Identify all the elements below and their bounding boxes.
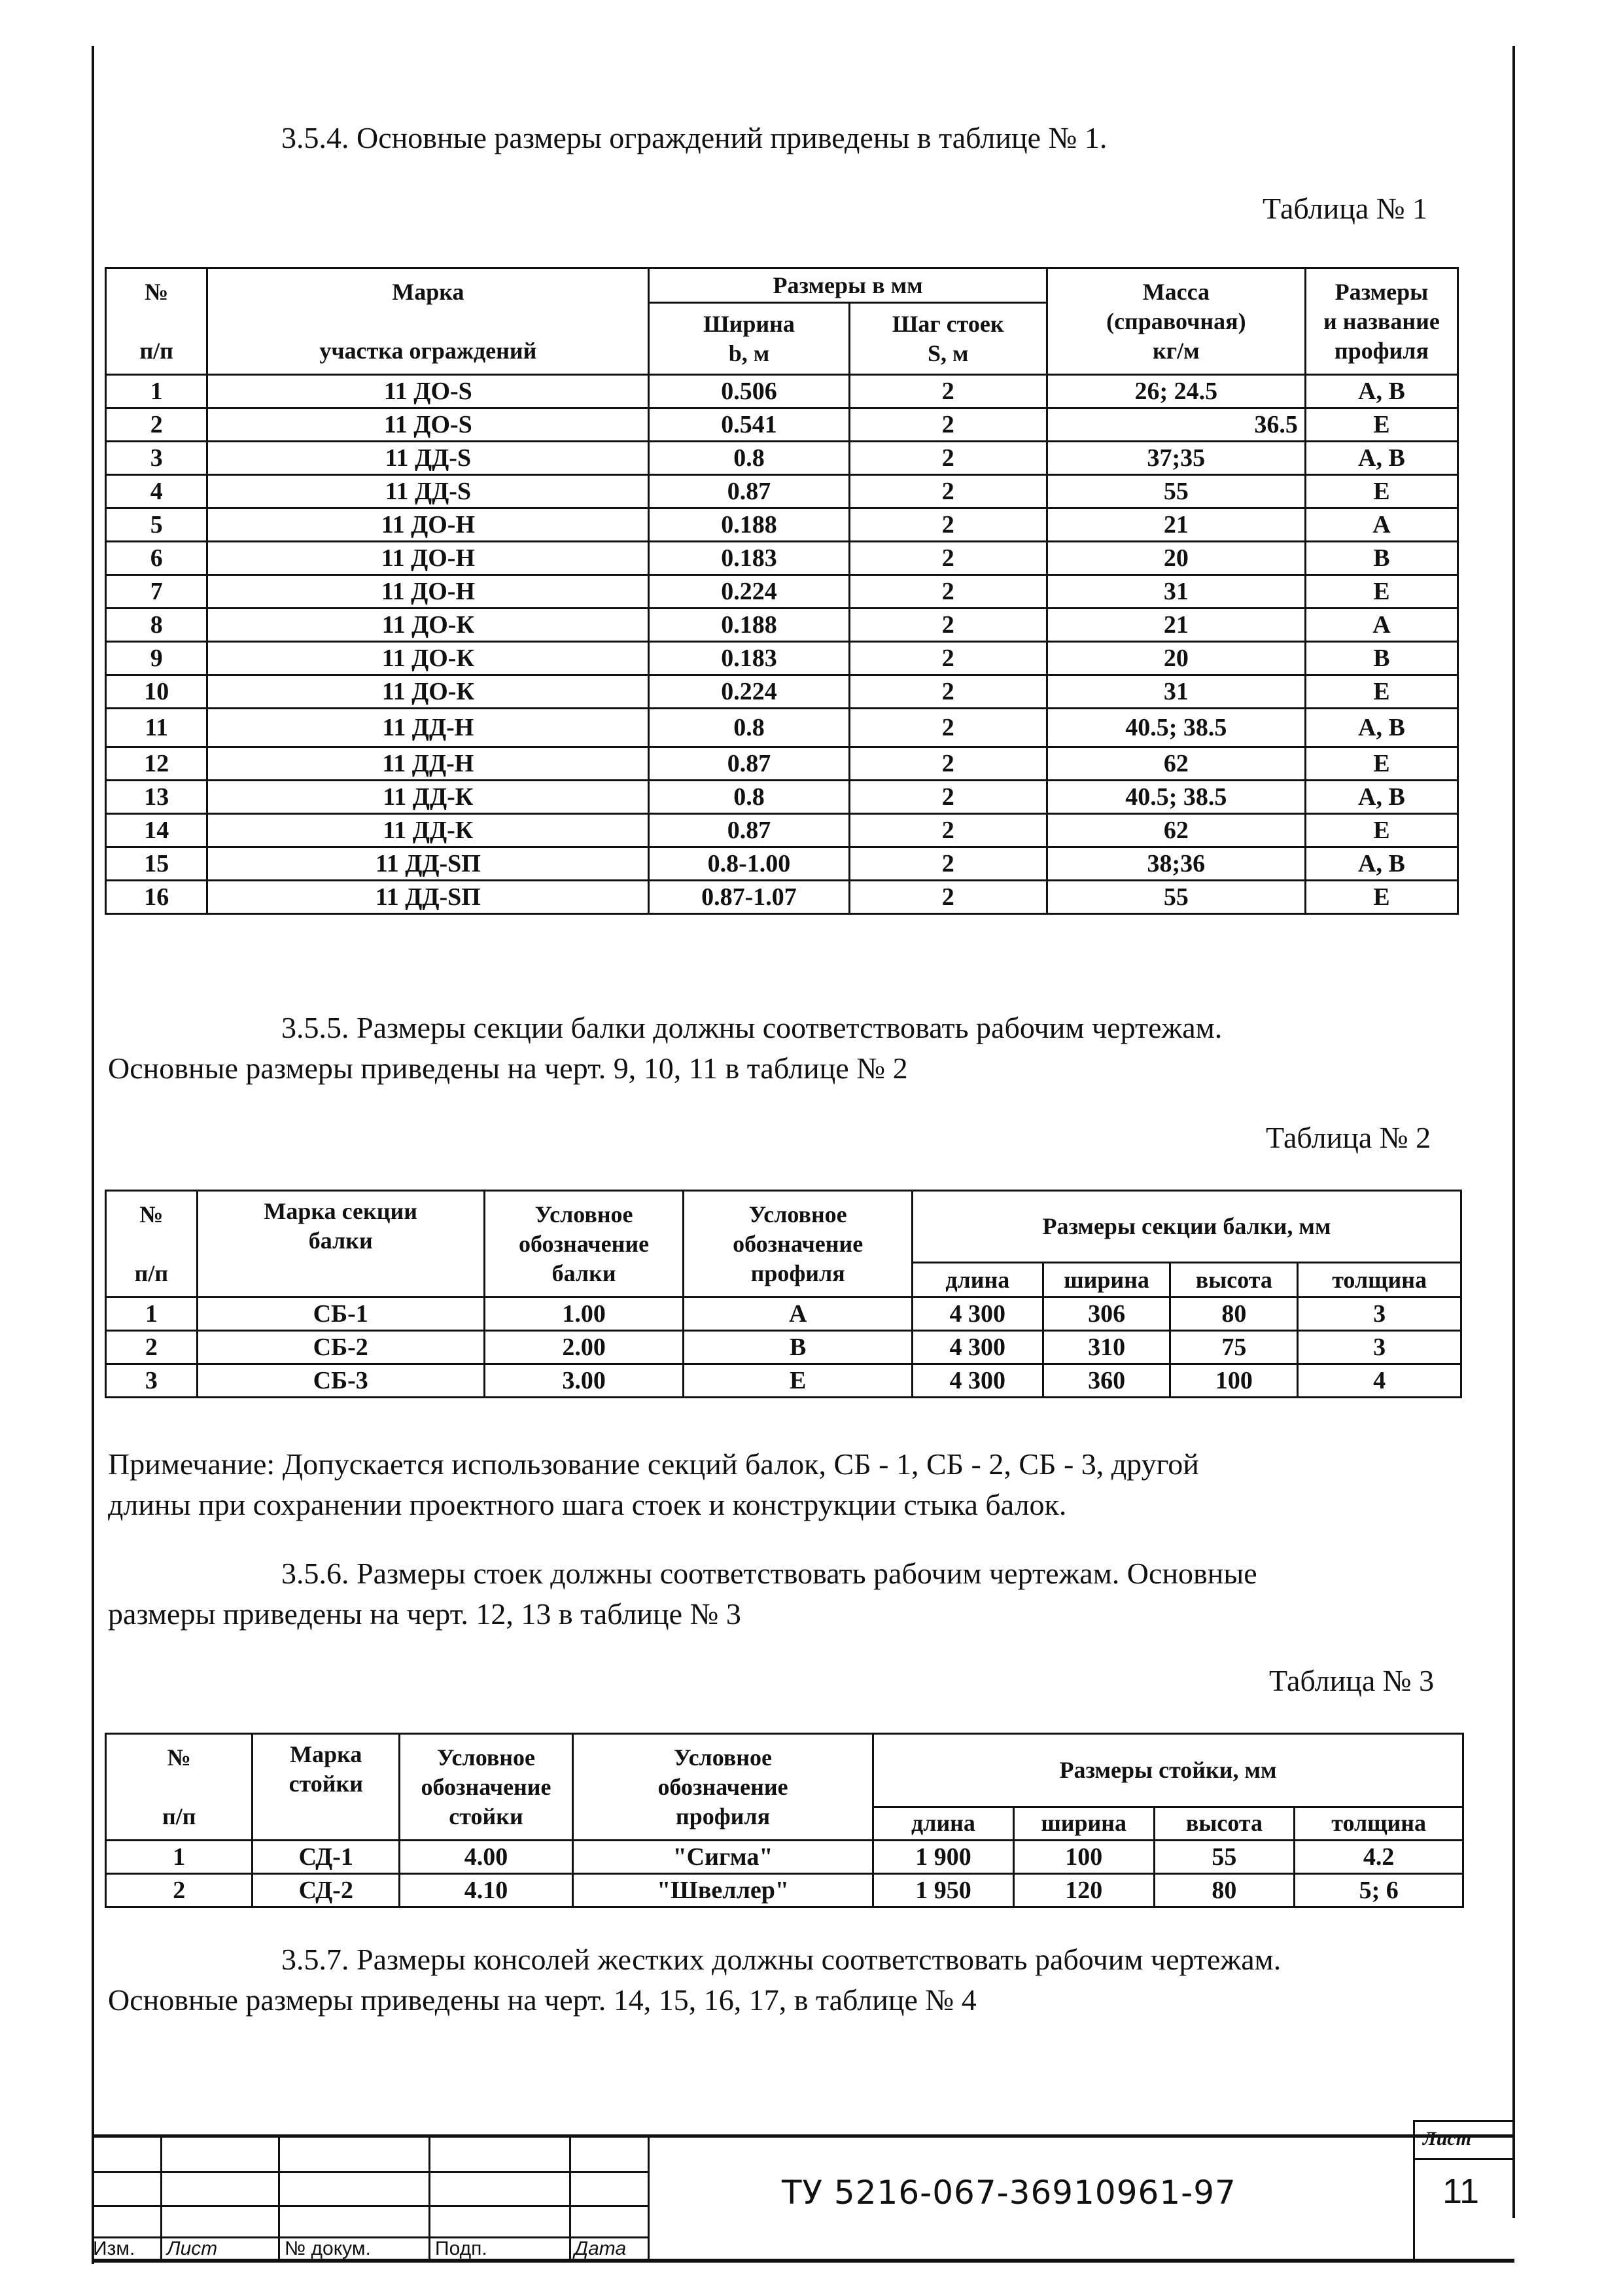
table-3-caption: Таблица № 3 — [1269, 1664, 1435, 1697]
t1-header-step: Шаг стоек S, м — [849, 303, 1047, 375]
cell: 4 — [1298, 1364, 1461, 1398]
title-block-col-rule — [428, 2134, 430, 2262]
title-block-sheet-col-label: Лист — [167, 2238, 218, 2259]
cell: 20 — [1047, 642, 1305, 675]
cell: 4 300 — [912, 1298, 1043, 1331]
table-row — [106, 781, 1458, 814]
cell: 38;36 — [1047, 847, 1305, 881]
section-3-5-5-line-2: Основные размеры приведены на черт. 9, 10, 11 в таблице № 2 — [108, 1051, 908, 1085]
table-row — [106, 675, 1458, 709]
cell: 2.00 — [484, 1331, 684, 1364]
cell: 13 — [106, 781, 207, 814]
cell: 37;35 — [1047, 442, 1305, 475]
table-row — [106, 1364, 1461, 1398]
cell: 3 — [1298, 1331, 1461, 1364]
cell: 100 — [1170, 1364, 1298, 1398]
title-block-col-rule — [569, 2134, 571, 2262]
title-block-row-rule-1 — [92, 2171, 648, 2173]
cell: СБ-2 — [197, 1331, 484, 1364]
title-block-change-label: Изм. — [93, 2238, 135, 2259]
cell: 2 — [849, 408, 1047, 442]
table-3 — [105, 1733, 1464, 1908]
sheet-label: Лист — [1423, 2128, 1471, 2149]
cell: 2 — [849, 442, 1047, 475]
cell: 0.87-1.07 — [649, 881, 849, 914]
table-row — [106, 609, 1458, 642]
cell: 306 — [1043, 1298, 1170, 1331]
cell: 0.224 — [649, 575, 849, 609]
cell: 1 900 — [873, 1841, 1014, 1874]
cell: 2 — [849, 709, 1047, 747]
cell: 11 — [106, 709, 207, 747]
t3-header-length: длина — [873, 1807, 1014, 1840]
cell: А — [1305, 508, 1457, 542]
cell: 11 ДО-Н — [207, 542, 649, 575]
cell: 2 — [849, 881, 1047, 914]
cell: А, В — [1305, 781, 1457, 814]
table-1 — [105, 267, 1459, 915]
cell: Е — [1305, 475, 1457, 508]
cell: 11 ДД-SП — [207, 881, 649, 914]
table-row — [106, 1298, 1461, 1331]
t1-header-profile: Размеры и название профиля — [1305, 268, 1457, 375]
t3-header-post-code: Условное обозначение стойки — [400, 1734, 573, 1841]
section-3-5-6-line-2: размеры приведены на черт. 12, 13 в таблице № 3 — [108, 1597, 741, 1631]
t2-header-dimensions: Размеры секции балки, мм — [912, 1191, 1461, 1263]
cell: 1.00 — [484, 1298, 684, 1331]
cell: 11 ДО-К — [207, 642, 649, 675]
cell: 2 — [849, 475, 1047, 508]
cell: 2 — [849, 375, 1047, 408]
t1-header-number: № п/п — [106, 268, 207, 375]
cell: 0.183 — [649, 642, 849, 675]
table-row — [106, 475, 1458, 508]
cell: А — [684, 1298, 913, 1331]
note-line-2: длины при сохранении проектного шага стоек и конструкции стыка балок. — [108, 1488, 1067, 1521]
cell: 62 — [1047, 747, 1305, 781]
cell: 4 300 — [912, 1331, 1043, 1364]
cell: 360 — [1043, 1364, 1170, 1398]
t1-header-dimensions: Размеры в мм — [649, 268, 1047, 303]
cell: 11 ДД-К — [207, 814, 649, 847]
cell: 100 — [1013, 1841, 1154, 1874]
cell: Е — [1305, 814, 1457, 847]
t3-header-height: высота — [1154, 1807, 1295, 1840]
cell: "Швеллер" — [572, 1874, 873, 1907]
cell: 0.506 — [649, 375, 849, 408]
cell: 11 ДО-Н — [207, 508, 649, 542]
cell: 6 — [106, 542, 207, 575]
t3-header-number: № п/п — [106, 1734, 253, 1841]
title-block-col-rule — [160, 2134, 162, 2262]
table-row — [106, 375, 1458, 408]
cell: 1 950 — [873, 1874, 1014, 1907]
cell: Е — [684, 1364, 913, 1398]
cell: Е — [1305, 881, 1457, 914]
cell: 11 ДД-К — [207, 781, 649, 814]
section-3-5-6-line-1: 3.5.6. Размеры стоек должны соответствовать рабочим чертежам. Основные — [281, 1557, 1257, 1590]
t2-header-height: высота — [1170, 1263, 1298, 1298]
t2-header-number: № п/п — [106, 1191, 198, 1298]
cell: 55 — [1047, 475, 1305, 508]
table-row — [106, 1841, 1463, 1874]
cell: 11 ДО-К — [207, 609, 649, 642]
cell: 1 — [106, 1841, 253, 1874]
table-row — [106, 881, 1458, 914]
title-block-sign-label: Подп. — [435, 2238, 487, 2259]
cell: 3 — [106, 442, 207, 475]
cell: СБ-1 — [197, 1298, 484, 1331]
cell: 11 ДД-Н — [207, 709, 649, 747]
title-block-sheet-top-rule — [1413, 2120, 1514, 2122]
cell: 0.8 — [649, 781, 849, 814]
page-frame-right-border — [1512, 46, 1515, 2218]
cell: 55 — [1047, 881, 1305, 914]
cell: 3 — [106, 1364, 198, 1398]
cell: А, В — [1305, 709, 1457, 747]
cell: 0.8 — [649, 709, 849, 747]
cell: 55 — [1154, 1841, 1295, 1874]
t2-header-beam-code: Условное обозначение балки — [484, 1191, 684, 1298]
table-row — [106, 575, 1458, 609]
t2-header-profile-code: Условное обозначение профиля — [684, 1191, 913, 1298]
cell: А, В — [1305, 442, 1457, 475]
section-3-5-5-line-1: 3.5.5. Размеры секции балки должны соответствовать рабочим чертежам. — [281, 1011, 1223, 1044]
cell: В — [684, 1331, 913, 1364]
cell: 4 — [106, 475, 207, 508]
table-2-caption: Таблица № 2 — [1266, 1121, 1431, 1154]
cell: 11 ДД-S — [207, 475, 649, 508]
t1-header-width: Ширина b, м — [649, 303, 849, 375]
table-row — [106, 508, 1458, 542]
cell: 0.541 — [649, 408, 849, 442]
table-row — [106, 747, 1458, 781]
t3-header-mark: Марка стойки — [253, 1734, 400, 1841]
cell: 80 — [1170, 1298, 1298, 1331]
cell: 21 — [1047, 609, 1305, 642]
cell: 8 — [106, 609, 207, 642]
cell: 1 — [106, 1298, 198, 1331]
cell: 120 — [1013, 1874, 1154, 1907]
t2-header-width: ширина — [1043, 1263, 1170, 1298]
cell: 4.2 — [1295, 1841, 1463, 1874]
cell: А, В — [1305, 375, 1457, 408]
cell: 31 — [1047, 575, 1305, 609]
cell: 2 — [849, 747, 1047, 781]
cell: 5; 6 — [1295, 1874, 1463, 1907]
table-row — [106, 442, 1458, 475]
cell: Е — [1305, 675, 1457, 709]
cell: 2 — [849, 642, 1047, 675]
t2-header-mark: Марка секции балки — [197, 1191, 484, 1298]
cell: 16 — [106, 881, 207, 914]
cell: 0.188 — [649, 508, 849, 542]
cell: 2 — [849, 609, 1047, 642]
cell: 2 — [849, 675, 1047, 709]
table-row — [106, 1331, 1461, 1364]
table-row — [106, 408, 1458, 442]
cell: 11 ДД-Н — [207, 747, 649, 781]
table-row — [106, 814, 1458, 847]
cell: 2 — [106, 1874, 253, 1907]
cell: 31 — [1047, 675, 1305, 709]
title-block-doc-label: № докум. — [285, 2238, 371, 2259]
cell: 7 — [106, 575, 207, 609]
t2-header-length: длина — [912, 1263, 1043, 1298]
cell: 40.5; 38.5 — [1047, 709, 1305, 747]
cell: 21 — [1047, 508, 1305, 542]
title-block-date-label: Дата — [574, 2238, 627, 2259]
cell: 3.00 — [484, 1364, 684, 1398]
cell: 2 — [106, 1331, 198, 1364]
cell: 12 — [106, 747, 207, 781]
t3-header-width: ширина — [1013, 1807, 1154, 1840]
title-block-col-rule — [278, 2134, 280, 2262]
cell: 2 — [849, 781, 1047, 814]
cell: 4.00 — [400, 1841, 573, 1874]
cell: 80 — [1154, 1874, 1295, 1907]
cell: 20 — [1047, 542, 1305, 575]
cell: СД-2 — [253, 1874, 400, 1907]
cell: "Сигма" — [572, 1841, 873, 1874]
title-block-sheet-rule — [1413, 2158, 1514, 2160]
cell: 0.87 — [649, 747, 849, 781]
table-1-caption: Таблица № 1 — [1263, 192, 1428, 225]
cell: 11 ДД-SП — [207, 847, 649, 881]
cell: 2 — [849, 542, 1047, 575]
cell: А — [1305, 609, 1457, 642]
sheet-number: 11 — [1442, 2172, 1480, 2211]
cell: 2 — [849, 575, 1047, 609]
section-3-5-7-line-2: Основные размеры приведены на черт. 14, 15, 16, 17, в таблице № 4 — [108, 1983, 977, 2017]
t3-header-profile-code: Условное обозначение профиля — [572, 1734, 873, 1841]
cell: 15 — [106, 847, 207, 881]
cell: 4.10 — [400, 1874, 573, 1907]
cell: 40.5; 38.5 — [1047, 781, 1305, 814]
cell: 2 — [849, 814, 1047, 847]
cell: 11 ДО-S — [207, 408, 649, 442]
cell: 14 — [106, 814, 207, 847]
cell: 10 — [106, 675, 207, 709]
table-row — [106, 642, 1458, 675]
cell: 0.188 — [649, 609, 849, 642]
cell: 11 ДО-S — [207, 375, 649, 408]
cell: 0.224 — [649, 675, 849, 709]
section-3-5-4-text: 3.5.4. Основные размеры ограждений приведены в таблице № 1. — [281, 121, 1108, 154]
cell: 2 — [849, 508, 1047, 542]
cell: 2 — [106, 408, 207, 442]
note-line-1: Примечание: Допускается использование секций балок, СБ - 1, СБ - 2, СБ - 3, другой — [108, 1447, 1199, 1481]
title-block-col-rule — [1413, 2120, 1415, 2261]
cell: СД-1 — [253, 1841, 400, 1874]
cell: 2 — [849, 847, 1047, 881]
cell: Е — [1305, 575, 1457, 609]
table-2 — [105, 1190, 1462, 1398]
cell: 9 — [106, 642, 207, 675]
cell: 310 — [1043, 1331, 1170, 1364]
cell: 1 — [106, 375, 207, 408]
cell: А, В — [1305, 847, 1457, 881]
cell: 11 ДО-К — [207, 675, 649, 709]
cell: 0.8 — [649, 442, 849, 475]
t3-header-thickness: толщина — [1295, 1807, 1463, 1840]
cell: 3 — [1298, 1298, 1461, 1331]
cell: 26; 24.5 — [1047, 375, 1305, 408]
title-block-row-rule-2 — [92, 2205, 648, 2207]
cell: 75 — [1170, 1331, 1298, 1364]
cell: Е — [1305, 747, 1457, 781]
cell: В — [1305, 542, 1457, 575]
document-code: ТУ 5216-067-36910961-97 — [782, 2174, 1236, 2212]
page-frame-left-border — [92, 46, 94, 2264]
cell: 62 — [1047, 814, 1305, 847]
cell: В — [1305, 642, 1457, 675]
cell: 5 — [106, 508, 207, 542]
cell: 11 ДД-S — [207, 442, 649, 475]
cell: 0.87 — [649, 475, 849, 508]
title-block-top-rule — [92, 2134, 1514, 2138]
t2-header-thickness: толщина — [1298, 1263, 1461, 1298]
cell: 11 ДО-Н — [207, 575, 649, 609]
table-row — [106, 542, 1458, 575]
table-row — [106, 1874, 1463, 1907]
title-block-col-rule — [648, 2134, 650, 2262]
table-row — [106, 847, 1458, 881]
cell: 4 300 — [912, 1364, 1043, 1398]
table-row — [106, 709, 1458, 747]
section-3-5-7-line-1: 3.5.7. Размеры консолей жестких должны соответствовать рабочим чертежам. — [281, 1943, 1282, 1976]
cell: 36.5 — [1047, 408, 1305, 442]
cell: Е — [1305, 408, 1457, 442]
t3-header-dimensions: Размеры стойки, мм — [873, 1734, 1463, 1807]
t1-header-mass: Масса (справочная) кг/м — [1047, 268, 1305, 375]
t1-header-mark: Марка участка ограждений — [207, 268, 649, 375]
cell: 0.87 — [649, 814, 849, 847]
cell: 0.183 — [649, 542, 849, 575]
cell: СБ-3 — [197, 1364, 484, 1398]
cell: 0.8-1.00 — [649, 847, 849, 881]
